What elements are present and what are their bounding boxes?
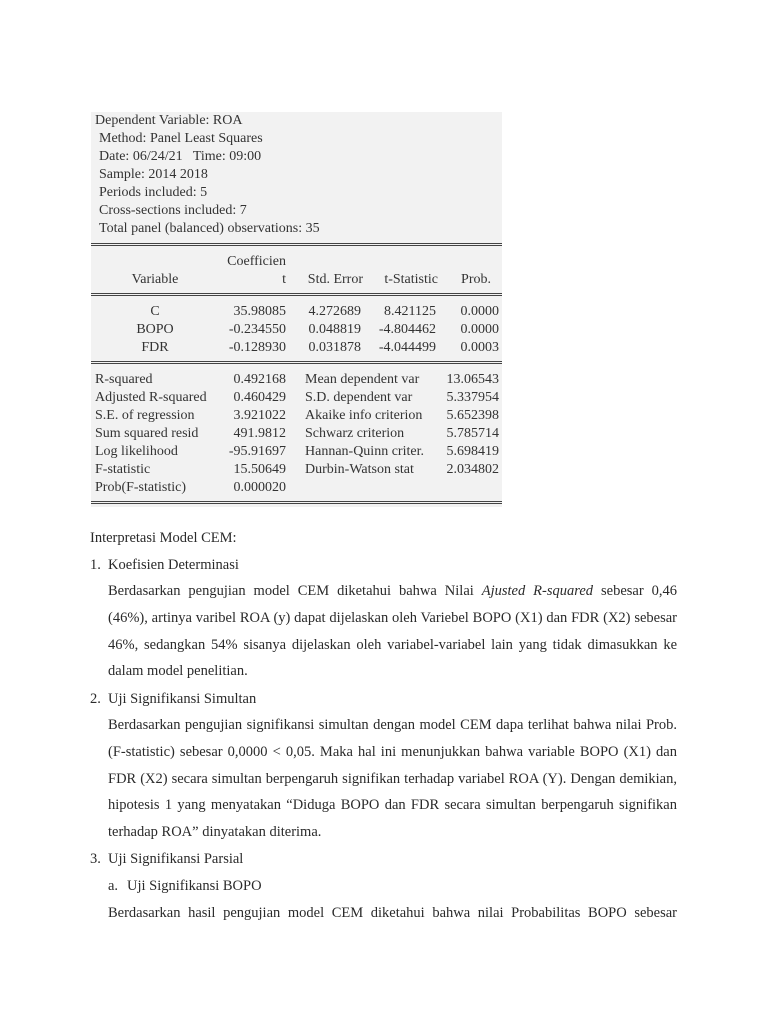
table-divider <box>91 361 502 364</box>
table-divider <box>91 293 502 296</box>
stat-value-right: 5.698419 <box>446 444 499 459</box>
row-coefficient: -0.128930 <box>228 340 286 355</box>
row-std-error: 4.272689 <box>308 304 361 319</box>
stat-label: Adjusted R-squared <box>95 390 207 405</box>
stat-value: -95.91697 <box>228 444 286 459</box>
stat-label: R-squared <box>95 372 153 387</box>
stat-label-right: Durbin-Watson stat <box>305 462 414 477</box>
row-variable: BOPO <box>136 322 174 337</box>
stat-label-right: Akaike info criterion <box>305 408 423 423</box>
stat-value-right: 2.034802 <box>446 462 499 477</box>
row-prob: 0.0000 <box>460 304 499 319</box>
row-variable: C <box>150 304 160 319</box>
stat-label-right: Hannan-Quinn criter. <box>305 444 424 459</box>
row-coefficient: -0.234550 <box>228 322 286 337</box>
paragraph-koefisien-determinasi <box>108 578 677 685</box>
sub-list-letter: a. <box>108 878 119 894</box>
header-dependent-variable: Dependent Variable: ROA <box>95 113 243 128</box>
stat-label: Log likelihood <box>95 444 178 459</box>
stat-label: Prob(F-statistic) <box>95 480 186 495</box>
col-header-t-statistic: t-Statistic <box>384 272 438 287</box>
paragraph-uji-simultan: Berdasarkan pengujian signifikansi simultan dengan model CEM dapa terlihat bahwa nilai Prob. (F-statistic) sebesar 0,0000 < 0,05. Maka hal ini menunjukkan bahwa variable BOPO (X1) dan FDR (X2) secara simultan berpengaruh signifikan terhadap variabel ROA (Y). Dengan demikian, hipotesis 1 yang menyatakan “Diduga BOPO dan FDR secara simultan berpengaruh signifikan terhadap ROA” dinyatakan diterima. <box>108 717 677 841</box>
row-std-error: 0.048819 <box>308 322 361 337</box>
stat-value: 0.492168 <box>233 372 286 387</box>
stat-label: S.E. of regression <box>95 408 195 423</box>
header-cross-sections: Cross-sections included: 7 <box>99 203 247 218</box>
sub-list-title: Uji Signifikansi BOPO <box>127 878 262 894</box>
stat-value-right: 13.06543 <box>446 372 499 387</box>
stat-value: 15.50649 <box>233 462 286 477</box>
row-t-statistic: -4.044499 <box>378 340 436 355</box>
emphasis-text: Ajusted R-squared <box>481 583 594 599</box>
stat-label-right: Mean dependent var <box>305 372 420 387</box>
stat-value: 0.460429 <box>233 390 286 405</box>
row-coefficient: 35.98085 <box>233 304 286 319</box>
paragraph-text: sebesar 0,46 (46%), artinya varibel ROA (y) dapat dijelaskan oleh Variebel BOPO (X1) dan FDR (X2) sebesar 46%, sedangkan 54% sisanya dijelaskan oleh variabel-variabel lain yang tidak dimasukkan ke dalam model penelitian. <box>108 583 677 680</box>
col-header-variable: Variable <box>131 272 179 287</box>
stat-label-right: S.D. dependent var <box>305 390 413 405</box>
header-date: Date: 06/24/21 Time: 09:00 <box>99 149 262 164</box>
regression-output-table <box>91 112 502 507</box>
list-item-title: Uji Signifikansi Simultan <box>108 691 257 707</box>
col-header-std-error: Std. Error <box>307 272 363 287</box>
list-number: 1. <box>90 557 101 573</box>
stat-value: 3.921022 <box>233 408 286 423</box>
paragraph-text: Berdasarkan pengujian model CEM diketahui bahwa Nilai <box>108 583 482 599</box>
header-observations: Total panel (balanced) observations: 35 <box>99 221 320 236</box>
header-method: Method: Panel Least Squares <box>99 131 263 146</box>
stat-label-right: Schwarz criterion <box>305 426 405 441</box>
stat-value-right: 5.337954 <box>446 390 499 405</box>
row-std-error: 0.031878 <box>308 340 361 355</box>
stat-value-right: 5.785714 <box>446 426 499 441</box>
col-header-prob: Prob. <box>461 272 491 287</box>
list-number: 3. <box>90 851 101 867</box>
header-sample: Sample: 2014 2018 <box>99 167 208 182</box>
stat-value-right: 5.652398 <box>446 408 499 423</box>
row-t-statistic: 8.421125 <box>384 304 436 319</box>
row-variable: FDR <box>141 340 169 355</box>
col-header-coefficient-bottom: t <box>282 272 286 287</box>
list-item-title: Koefisien Determinasi <box>108 557 239 573</box>
table-divider <box>91 243 502 246</box>
row-t-statistic: -4.804462 <box>378 322 436 337</box>
paragraph-uji-parsial: Berdasarkan hasil pengujian model CEM diketahui bahwa nilai Probabilitas BOPO sebesar <box>108 905 677 921</box>
header-periods: Periods included: 5 <box>99 185 208 200</box>
stat-label: F-statistic <box>95 462 151 477</box>
table-divider <box>91 501 502 504</box>
row-prob: 0.0000 <box>460 322 499 337</box>
list-item-title: Uji Signifikansi Parsial <box>108 851 244 867</box>
stat-value: 0.000020 <box>233 480 286 495</box>
col-header-coefficient-top: Coefficien <box>227 254 286 269</box>
section-heading: Interpretasi Model CEM: <box>90 530 237 546</box>
row-prob: 0.0003 <box>460 340 499 355</box>
stat-label: Sum squared resid <box>95 426 199 441</box>
stat-value: 491.9812 <box>233 426 286 441</box>
list-number: 2. <box>90 691 101 707</box>
regression-header <box>95 112 320 238</box>
